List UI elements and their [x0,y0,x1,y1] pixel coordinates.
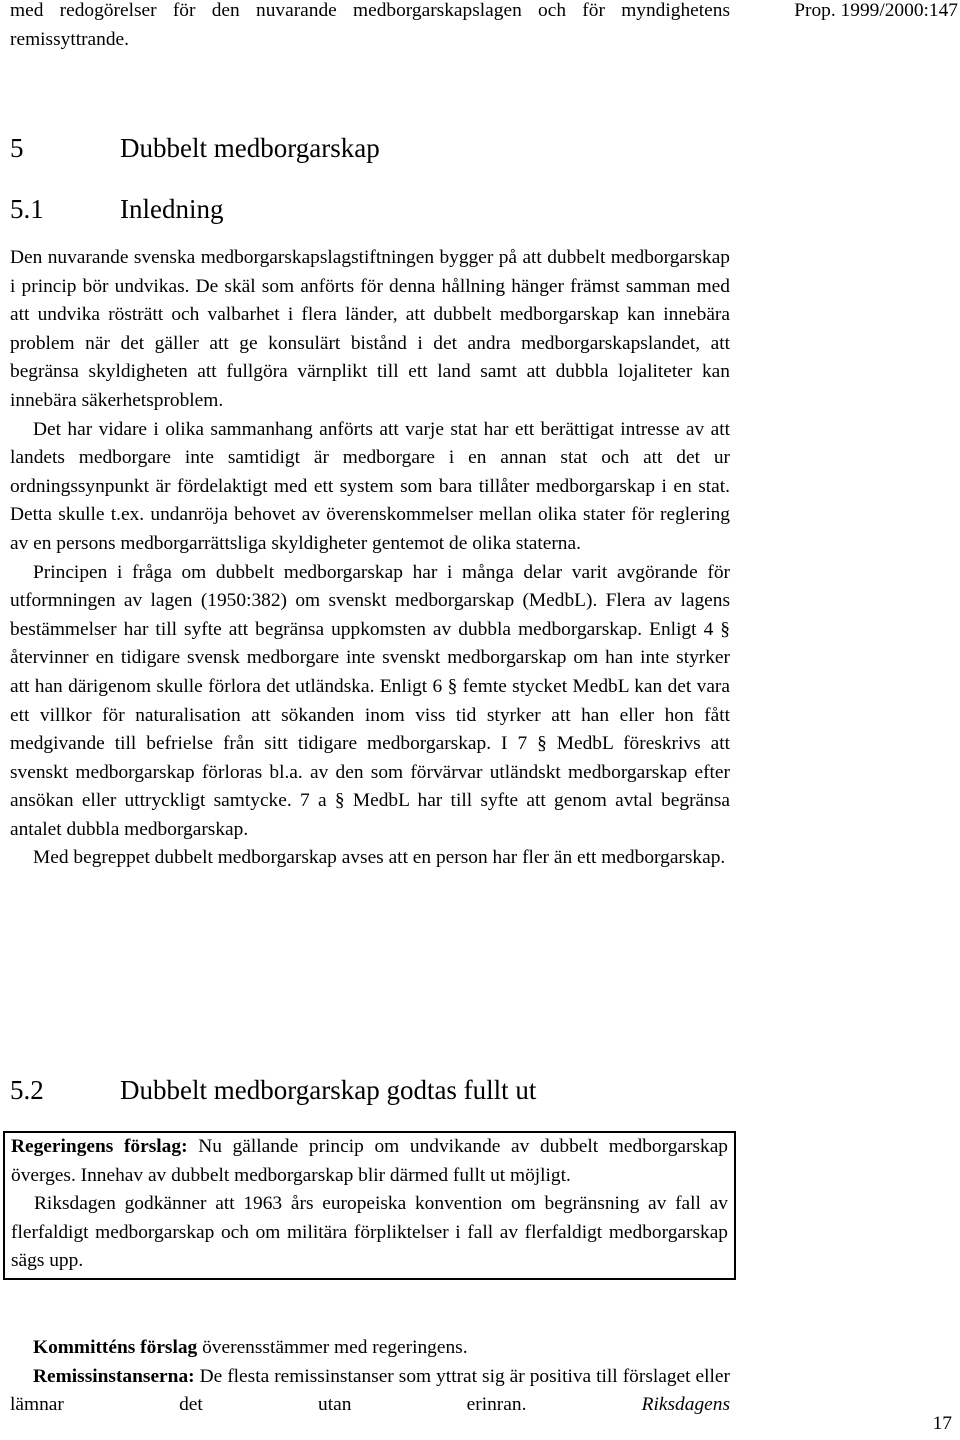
proposal-paragraph [11,1133,728,1190]
committee-label: Kommitténs förslag [33,1337,198,1358]
government-proposal-box [3,1131,736,1280]
section-number: 5 [10,133,24,163]
section-title: Inledning [120,194,224,224]
committee-text: överensstämmer med regeringens. [197,1337,468,1358]
proposal-text: Nu gällande princip om undvikande av dubbelt medborgarskap överges. Innehav av dubbelt medborgarskap blir därmed fullt ut möjligt. [11,1136,728,1186]
proposition-reference: Prop. 1999/2000:147 [794,0,958,21]
committee-paragraph [10,1334,730,1363]
paragraph: Den nuvarande svenska medborgarskapslagstiftningen bygger på att dubbelt medborgarskap i princip bör undvikas. De skäl som anförts för denna hållning hänger främst samman med att undvika rösträtt och valbarhet i flera länder, att dubbelt medborgarskap kan innebära problem när det gäller att ge konsulärt bistånd i det andra medborgarskapslandet, att begränsa skyldigheten att fullgöra värnplikt till ett land samt att dubbla lojaliteter kan innebära säkerhetsproblem. [10,247,730,411]
remiss-italic-text: Riksdagens [641,1394,730,1416]
continued-paragraph: med redogörelser för den nuvarande medborgarskapslagen och för myndighetens remissyttrande. [10,0,730,50]
paragraph: Det har vidare i olika sammanhang anförts att varje stat har ett berättigat intresse av att landets medborgare inte samtidigt är medborgare i en annan stat och att det ur ordningssynpunkt är fördelaktigt med ett system som bara tillåter medborgarskap i en stat. Detta skulle t.ex. undanröja behovet av överenskommelser mellan olika stater för reglering av en persons medborgarrättsliga skyldigheter gentemot de olika staterna. [10,418,730,554]
remiss-paragraph [10,1363,730,1420]
proposal-second-paragraph: Riksdagen godkänner att 1963 års europeiska konvention om begränsning av fall av flerfaldigt medborgarskap och om militära förpliktelser i fall av flerfaldigt medborgarskap sägs upp. [11,1193,728,1272]
section-5-1-body [10,244,730,873]
paragraph: Principen i fråga om dubbelt medborgarskap har i många delar varit avgörande för utformningen av lagen (1950:382) om svenskt medborgarskap (MedbL). Flera av lagens bestämmelser har till syfte att begränsa uppkomsten av dubbla medborgarskap. Enligt 4 § återvinner en tidigare svensk medborgare inte svenskt medborgarskap om han inte styrker att han därigenom skulle förlora det utländska. Enligt 6 § femte stycket MedbL kan det vara ett villkor för naturalisation att sökanden inom viss tid styrker att han eller hon fått medgivande till befrielse från sitt tidigare medborgarskap. I 7 § MedbL föreskrivs att svenskt medborgarskap förloras bl.a. av den som förvärvar utländskt medborgarskap efter ansökan eller uttryckligt samtycke. 7 a § MedbL har till syfte att genom avtal begränsa antalet dubbla medborgarskap. [10,561,730,840]
page-number: 17 [932,1413,952,1434]
remiss-label: Remissinstanserna: [33,1365,195,1387]
remiss-text: De flesta remissinstanser som yttrat sig är positiva till förslaget eller lämnar det utan erinran. [10,1365,730,1416]
section-number: 5.1 [10,194,44,224]
section-heading-5 [10,131,380,165]
section-heading-5-1 [10,192,223,226]
section-title: Dubbelt medborgarskap godtas fullt ut [120,1075,537,1105]
section-heading-5-2 [10,1073,536,1107]
section-5-2-body [10,1334,730,1420]
proposal-label: Regeringens förslag: [11,1136,188,1157]
section-number: 5.2 [10,1075,44,1105]
paragraph: Med begreppet dubbelt medborgarskap avses att en person har fler än ett medborgarskap. [33,847,726,869]
section-title: Dubbelt medborgarskap [120,133,380,163]
